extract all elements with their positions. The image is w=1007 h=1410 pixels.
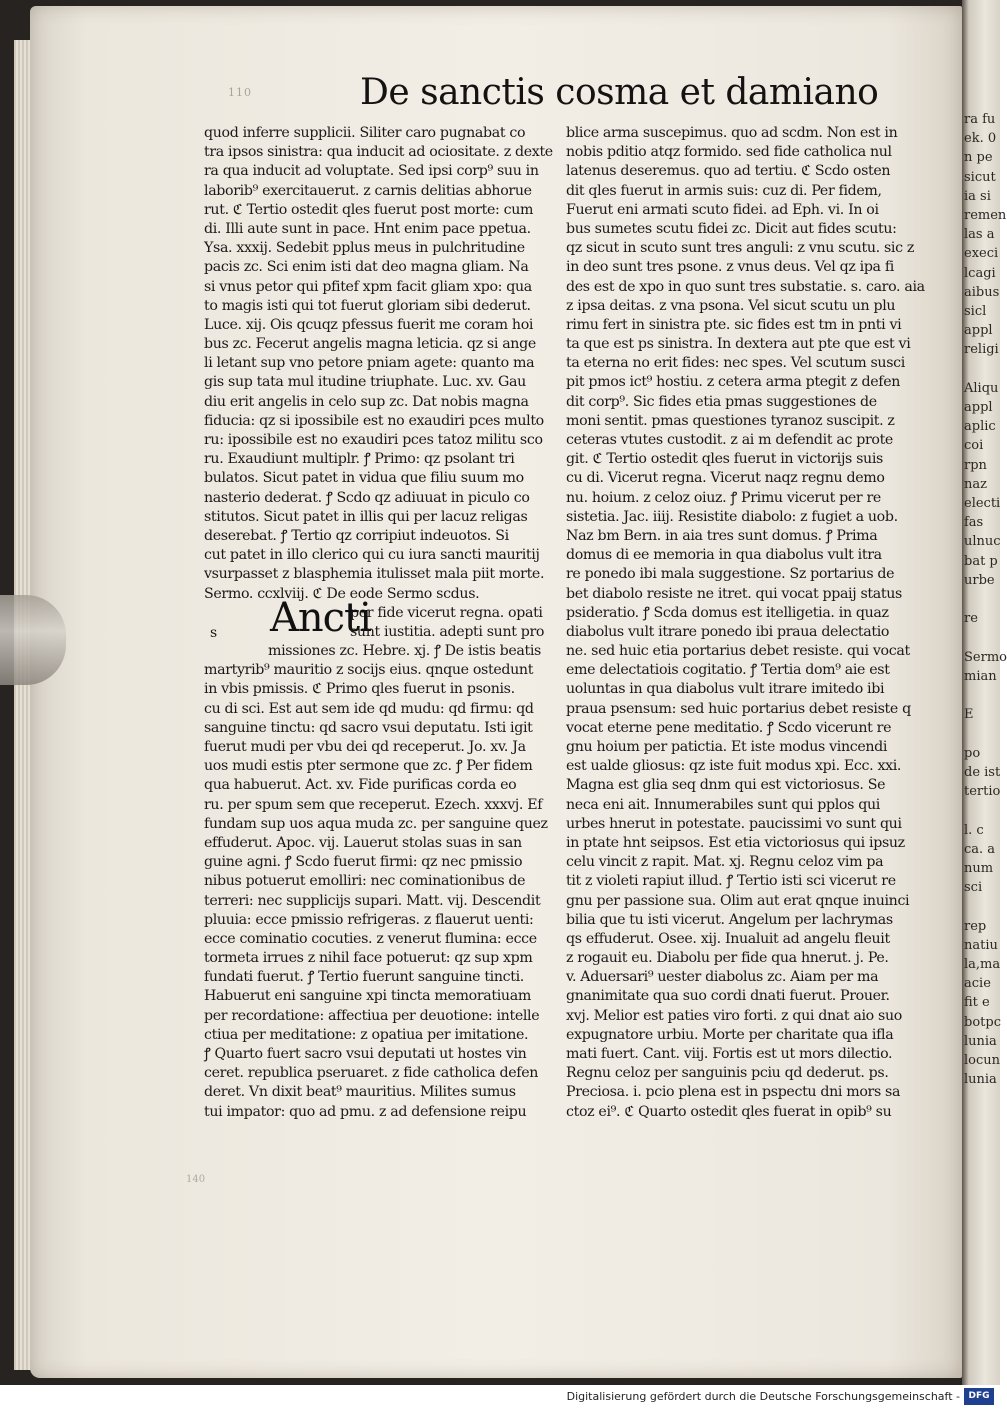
text-line: tra ipsos sinistra: qua inducit ad ociositate. z dexte: [204, 144, 553, 161]
text-line: git. ℭ Tertio ostedit qles fuerut in victorijs suis: [566, 451, 883, 468]
text-line: quod inferre supplicii. Siliter caro pugnabat co: [204, 125, 526, 141]
text-line: qua habuerut. Act. xv. Fide purificas corda eo: [204, 777, 517, 794]
funding-credit: Digitalisierung gefördert durch die Deutsche Forschungsgemeinschaft -: [566, 1390, 960, 1403]
text-line: fiducia: qz si ipossibile est no exaudiri pces multo: [204, 412, 544, 429]
text-line: nibus potuerut emolliri: nec cominationibus de: [204, 873, 526, 890]
text-line: laborib⁹ exercitauerut. z carnis delitias abhorue: [204, 182, 532, 199]
text-line: pit pmos ict⁹ hostiu. z cetera arma ptegit z defen: [566, 374, 901, 391]
pencil-folio-mark: 110: [228, 86, 252, 99]
text-line: sistetia. Jac. iiij. Resistite diabolo: z fugiet a uob.: [566, 508, 898, 525]
text-line: to magis isti qui tot fuerut gloriam sibi dederut.: [204, 297, 531, 314]
text-line: Magna est glia seq dnm qui est victoriosus. Se: [566, 777, 886, 794]
text-line: in ptate hnt seipsos. Est etia victoriosus qui ipsuz: [566, 834, 905, 851]
text-line: ceteras vtutes custodit. z ai m defendit ac prote: [566, 432, 893, 448]
text-line: cu di. Vicerut regna. Vicerut naqz regnu demo: [566, 470, 885, 487]
text-line: fuerut mudi per vbu dei qd receperut. Jo. xv. Ja: [204, 739, 526, 755]
text-line: fundati fuerut. ꝭ Tertio fuerunt sanguine tincti.: [204, 969, 524, 986]
text-line: qz sicut in scuto sunt tres anguli: z vnu scutu. sic z: [566, 240, 914, 257]
text-line: si vnus petor qui pfitef xpm facit gliam xpo: qua: [204, 278, 532, 295]
text-line: terreri: nec supplicijs supari. Matt. vij. Descendit: [204, 892, 541, 909]
text-line: urbes hnerut in potestate. paucissimi vo sunt qui: [566, 815, 902, 832]
text-line: ta eterna no erit fides: nec spes. Vel scutum susci: [566, 355, 905, 372]
text-line: bus sumetes scutu fidei zc. Dicit aut fides scutu:: [566, 220, 897, 237]
text-line: in deo sunt tres psone. z vnus deus. Vel qz ipa fi: [566, 259, 894, 276]
text-line: tormeta irrues z nihil face potuerut: qz sup xpm: [204, 950, 533, 967]
text-line: li letant sup vno petore pniam agete: quanto ma: [204, 355, 535, 372]
text-line: Naz bm Bern. in aia tres sunt domus. ꝭ Prima: [566, 527, 878, 544]
guide-letter: s: [210, 624, 218, 641]
pencil-mark-bottom: 140: [186, 1174, 206, 1185]
text-line: domus di ee memoria in qua diabolus vult itra: [566, 547, 882, 564]
text-line: eme delectatiois cogitatio. ꝭ Tertia dom⁹ aie est: [566, 662, 890, 679]
text-line: dit qles fuerut in armis suis: cuz di. Per fidem,: [566, 182, 882, 199]
text-line: uoluntas in qua diabolus vult itrare imitedo ibi: [566, 681, 885, 698]
text-line: xvj. Melior est paties viro forti. z qui dnat aio suo: [566, 1007, 902, 1024]
text-line: fundam sup uos aqua muda zc. per sanguine quez: [204, 815, 548, 832]
text-line: Regnu celoz per sanguinis pciu qd dederut. ps.: [566, 1065, 889, 1082]
text-line: guine agni. ꝭ Scdo fuerut firmi: qz nec pmissio: [204, 854, 523, 871]
text-line: uos mudi estis pter sermone que zc. ꝭ Per fidem: [204, 758, 533, 775]
text-line: martyrib⁹ mauritio z socijs eius. qnque ostedunt: [204, 662, 534, 679]
text-line: deret. Vn dixit beat⁹ mauritius. Milites sumus: [204, 1084, 516, 1101]
initial-block-line: [204, 623, 544, 642]
text-line: Fuerut eni armati scuto fidei. ad Eph. vi. In oi: [566, 201, 879, 218]
text-line: bet diabolo resiste ne itret. qui vocat ppaij status: [566, 585, 902, 602]
text-line: ra qua inducit ad voluptate. Sed ipsi corp⁹ suu in: [204, 163, 539, 180]
text-line: Luce. xij. Ois qcuqz pfessus fuerit me coram hoi: [204, 316, 534, 333]
text-line: ctoz ei⁹. ℭ Quarto ostedit qles fuerat in opib⁹ su: [566, 1103, 892, 1120]
running-header: De sanctis cosma et damiano: [360, 72, 879, 113]
text-line: nasterio dederat. ꝭ Scdo qz adiuuat in piculo co: [204, 489, 530, 506]
decorated-initial: Ancti: [270, 594, 371, 641]
text-line: vsurpasset z blasphemia itulisset mala piit morte.: [204, 566, 545, 583]
digitization-footer: [0, 1385, 1000, 1410]
text-line: ne. sed huic etia portarius debet resiste. qui vocat: [566, 643, 910, 660]
facing-page-edge: [962, 0, 1007, 1385]
dfg-logo: DFG: [964, 1388, 994, 1405]
right-column: [566, 124, 925, 1122]
text-line: nu. hoium. z celoz oiuz. ꝭ Primu vicerut per re: [566, 489, 881, 506]
text-line: sunt iustitia. adepti sunt pro: [350, 623, 545, 640]
text-line: deserebat. ꝭ Tertio qz corripiut indeuotos. Si: [204, 527, 509, 544]
text-line: blice arma suscepimus. quo ad scdm. Non est in: [566, 125, 898, 141]
text-line: ꝭ Quarto fuert sacro vsui deputati ut hostes vin: [204, 1046, 527, 1062]
text-line: sanguine tinctu: qd sacro vsui deputatu. Isti igit: [204, 719, 533, 736]
text-line: bilia que tu isti vicerut. Angelum per lachrymas: [566, 911, 893, 928]
text-line: di. Illi aute sunt in pace. Hnt enim pace ppetua.: [204, 220, 531, 237]
text-line: gnu hoium per patictia. Et iste modus vincendi: [566, 739, 888, 755]
text-line: moni sentit. pmas questiones tyranoz suscipit. z: [566, 412, 895, 429]
text-line: cu di sci. Est aut sem ide qd mudu: qd firmu: qd: [204, 700, 534, 717]
text-line: nobis pditio atqz formido. sed fide catholica nul: [566, 144, 892, 161]
text-line: expugnatore urbiu. Morte per charitate qua ifla: [566, 1026, 894, 1043]
text-line: diabolus vult itrare ponedo ibi praua delectatio: [566, 623, 890, 640]
text-line: v. Aduersari⁹ uester diabolus zc. Aiam per ma: [566, 969, 879, 986]
text-line: per recordatione: affectiua per deuotione: intelle: [204, 1007, 540, 1024]
text-line: stitutos. Sicut patet in illis qui per lacuz religas: [204, 508, 528, 525]
text-line: des est de xpo in quo sunt tres substatie. s. caro. aia: [566, 278, 925, 295]
text-line: ceret. republica pseruaret. z fide catholica defen: [204, 1065, 539, 1082]
text-line: re ponedo ibi mala suggestione. Sz portarius de: [566, 566, 895, 583]
text-line: ctiua per meditatione: z opatiua per imitatione.: [204, 1026, 529, 1043]
text-line: pacis zc. Sci enim isti dat deo magna gliam. Na: [204, 259, 529, 276]
text-line: Ysa. xxxij. Sedebit pplus meus in pulchritudine: [204, 240, 525, 257]
text-line: ecce cominatio cocuties. z venerut flumina: ecce: [204, 930, 537, 947]
text-line: psideratio. ꝭ Scda domus est itelligetia. in quaz: [566, 604, 889, 621]
text-line: ru: ipossibile est no exaudiri pces tatoz militu sco: [204, 432, 543, 448]
text-line: bus zc. Fecerut angelis magna leticia. qz si ange: [204, 336, 536, 353]
text-line: praua psensum: sed huic portarius debet resiste q: [566, 700, 911, 717]
text-line: rimu fert in sinistra pte. sic fides est tm in pnti vi: [566, 316, 902, 333]
text-line: ru. per spum sem que receperut. Ezech. xxxvj. Ef: [204, 796, 543, 813]
text-line: pluuia: ecce pmissio refrigeras. z flauerut uenti:: [204, 911, 534, 928]
text-line: Preciosa. i. pcio plena est in pspectu dni mors sa: [566, 1084, 901, 1101]
text-line: bulatos. Sicut patet in vidua que filiu suum mo: [204, 470, 524, 487]
text-line: Habuerut eni sanguine xpi tincta memoratiuam: [204, 988, 531, 1005]
text-line: z ipsa deitas. z vna psona. Vel sicut scutu un plu: [566, 297, 896, 314]
text-line: in vbis pmissis. ℭ Primo qles fuerut in psonis.: [204, 681, 515, 698]
text-line: qs effuderut. Osee. xij. Inualuit ad angelu fleuit: [566, 930, 890, 947]
text-line: latenus deseremus. quo ad tertiu. ℭ Scdo osten: [566, 163, 891, 180]
text-line: cut patet in illo clerico qui cu iura sancti mauritij: [204, 547, 540, 564]
text-line: effuderut. Apoc. vij. Lauerut stolas suas in san: [204, 834, 522, 851]
facing-page-text: ra fu ek. 0 n pe sicut ia si remen las a execi lcagi aibus sicl appl religi Aliqu appl aplic coi rpn naz electi fas ulnuc bat p urbe re Sermo mian E po de ist tertio l. c ca. a num sci rep natiu la,ma acie fit e botpc lunia locun lunia: [964, 112, 1007, 1088]
text-line: ta que est ps sinistra. In dextera aut pte que est vi: [566, 336, 911, 353]
text-line: dit corp⁹. Sic fides etia pmas suggestiones de: [566, 393, 877, 410]
text-line: diu erit angelis in celo sup zc. Dat nobis magna: [204, 393, 529, 410]
text-line: tui impator: quo ad pmu. z ad defensione reipu: [204, 1103, 527, 1120]
text-line: gnu per passione sua. Olim aut erat qnque inuinci: [566, 892, 910, 909]
text-line: est ualde gliosus: qz iste fuit modus xpi. Ecc. xxi.: [566, 758, 902, 775]
text-line: ru. Exaudiunt multiplr. ꝭ Primo: qz psolant tri: [204, 451, 515, 468]
text-line: missiones zc. Hebre. xj. ꝭ De istis beatis: [268, 643, 541, 660]
text-line: mati fuert. Cant. viij. Fortis est ut mors dilectio.: [566, 1046, 893, 1062]
text-line: neca eni ait. Innumerabiles sunt qui pplos qui: [566, 796, 880, 813]
text-line: gnanimitate qua suo cordi dnati fuerut. Prouer.: [566, 988, 890, 1005]
text-line: rut. ℭ Tertio ostedit qles fuerut post morte: cum: [204, 201, 534, 218]
text-line: per fide vicerut regna. opati: [350, 604, 543, 621]
text-line: vocat eterne pene meditatio. ꝭ Scdo vicerunt re: [566, 719, 892, 736]
text-line: z rogauit eu. Diabolu per fide qua hnerut. j. Pe.: [566, 950, 889, 967]
left-column: [204, 124, 553, 1122]
text-line: Sermo. ccxlviij. ℭ De eode Sermo scdus.: [204, 585, 480, 602]
text-line: gis sup tata mul itudine triuphate. Luc. xv. Gau: [204, 374, 526, 391]
text-line: tit z violeti rapiut illud. ꝭ Tertio isti sci vicerut re: [566, 873, 896, 890]
text-line: celu vincit z rapit. Mat. xj. Regnu celoz vim pa: [566, 854, 884, 871]
